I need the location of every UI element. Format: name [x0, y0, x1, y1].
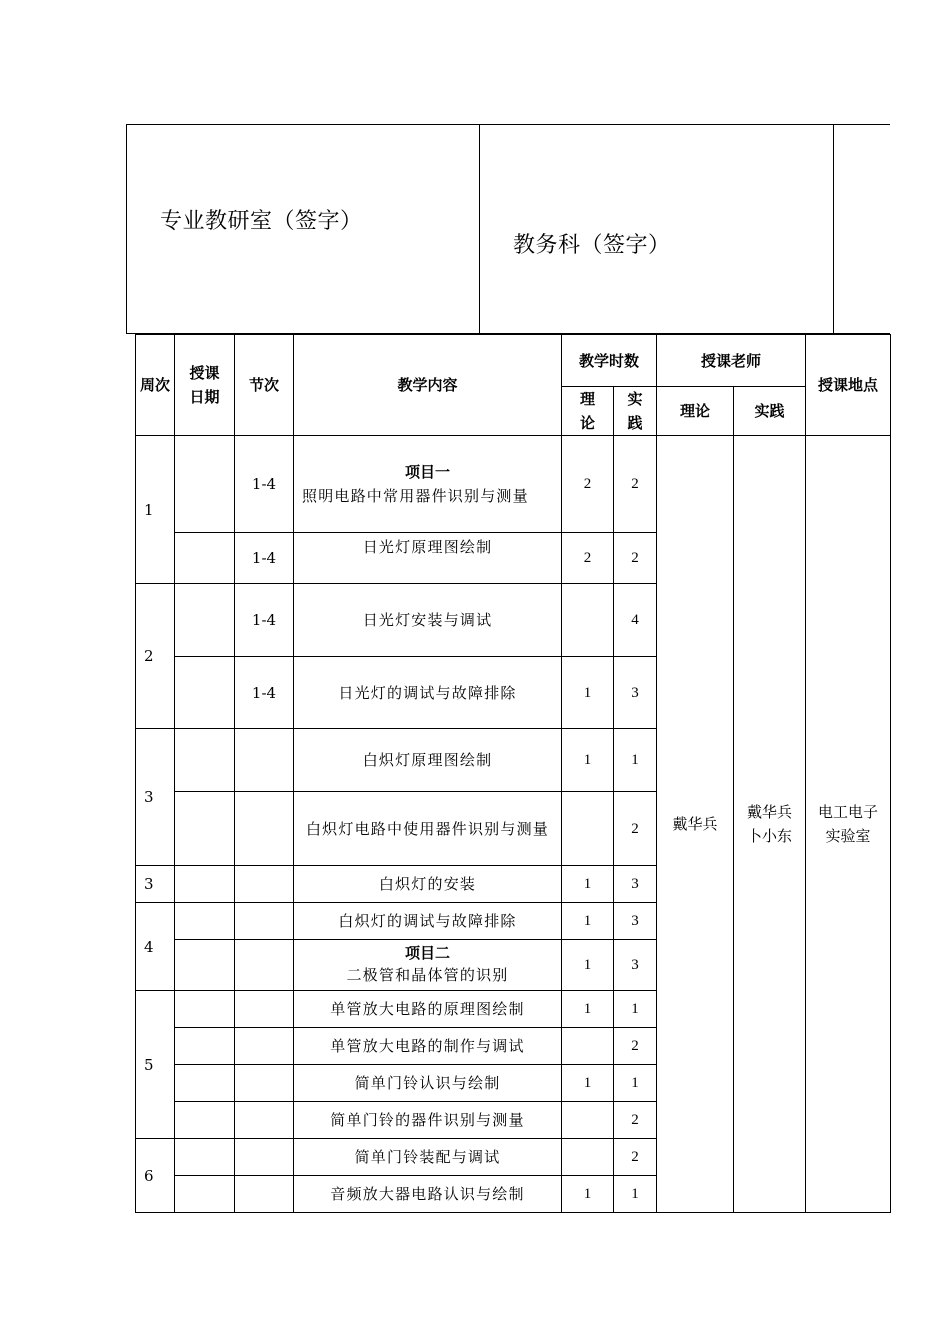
teacher-theory-cell: 戴华兵 — [657, 436, 734, 1213]
date-cell — [175, 866, 235, 903]
theory-hours — [562, 1102, 614, 1139]
theory-hours — [562, 1028, 614, 1065]
content-cell — [294, 940, 562, 991]
date-cell — [175, 1028, 235, 1065]
week-cell: 2 — [136, 584, 175, 729]
theory-hours — [562, 584, 614, 657]
date-cell — [175, 991, 235, 1028]
content-cell: 单管放大电路的原理图绘制 — [294, 991, 562, 1028]
theory-hours: 1 — [562, 1176, 614, 1213]
week-cell: 6 — [136, 1139, 175, 1213]
content-cell: 日光灯的调试与故障排除 — [294, 657, 562, 729]
dept-signature-label: 专业教研室（签字） — [160, 209, 363, 234]
theory-hours: 1 — [562, 657, 614, 729]
practice-hours: 2 — [614, 436, 657, 533]
theory-hours: 2 — [562, 436, 614, 533]
practice-hours: 1 — [614, 1176, 657, 1213]
section-cell — [235, 866, 294, 903]
section-cell: 1-4 — [235, 436, 294, 533]
sig-divider-1 — [479, 124, 480, 334]
signature-box — [126, 124, 890, 334]
section-cell: 1-4 — [235, 584, 294, 657]
practice-hours: 2 — [614, 1028, 657, 1065]
section-cell — [235, 1102, 294, 1139]
date-cell — [175, 584, 235, 657]
practice-hours: 2 — [614, 792, 657, 866]
week-cell: 5 — [136, 991, 175, 1139]
practice-hours: 3 — [614, 940, 657, 991]
theory-hours: 2 — [562, 533, 614, 584]
content-cell: 简单门铃装配与调试 — [294, 1139, 562, 1176]
date-cell — [175, 533, 235, 584]
header-hours-theory: 理论 — [562, 387, 614, 436]
theory-hours — [562, 1139, 614, 1176]
date-cell — [175, 436, 235, 533]
section-cell: 1-4 — [235, 657, 294, 729]
content-cell: 白炽灯原理图绘制 — [294, 729, 562, 792]
table-row — [136, 436, 891, 533]
header-content: 教学内容 — [294, 335, 562, 436]
theory-hours: 1 — [562, 903, 614, 940]
date-cell — [175, 940, 235, 991]
practice-hours: 1 — [614, 991, 657, 1028]
header-section: 节次 — [235, 335, 294, 436]
practice-hours: 2 — [614, 1139, 657, 1176]
practice-hours: 3 — [614, 903, 657, 940]
date-cell — [175, 903, 235, 940]
content-text: 二极管和晶体管的识别 — [346, 966, 509, 984]
practice-hours: 1 — [614, 729, 657, 792]
theory-hours — [562, 792, 614, 866]
theory-hours: 1 — [562, 940, 614, 991]
date-cell — [175, 1176, 235, 1213]
office-signature-label: 教务科（签字） — [513, 233, 671, 258]
sig-top-border — [126, 124, 890, 125]
header-hours: 教学时数 — [562, 335, 657, 387]
location-cell: 电工电子 实验室 — [806, 436, 891, 1213]
section-cell: 1-4 — [235, 533, 294, 584]
content-cell: 简单门铃认识与绘制 — [294, 1065, 562, 1102]
content-cell: 简单门铃的器件识别与测量 — [294, 1102, 562, 1139]
project-title: 项目二 — [404, 944, 450, 963]
date-cell — [175, 1102, 235, 1139]
header-week: 周次 — [136, 335, 175, 436]
content-cell — [294, 436, 562, 533]
section-cell — [235, 1176, 294, 1213]
schedule-table — [135, 334, 891, 1213]
week-cell: 4 — [136, 903, 175, 991]
content-cell: 白炽灯电路中使用器件识别与测量 — [294, 792, 562, 866]
date-cell — [175, 1139, 235, 1176]
header-row-1 — [136, 335, 891, 387]
week-cell: 3 — [136, 866, 175, 903]
section-cell — [235, 729, 294, 792]
content-cell: 音频放大器电路认识与绘制 — [294, 1176, 562, 1213]
week-cell: 1 — [136, 436, 175, 584]
section-cell — [235, 792, 294, 866]
content-text: 照明电路中常用器件识别与测量 — [302, 487, 529, 505]
theory-hours: 1 — [562, 991, 614, 1028]
theory-hours: 1 — [562, 729, 614, 792]
date-cell — [175, 792, 235, 866]
content-cell: 单管放大电路的制作与调试 — [294, 1028, 562, 1065]
section-cell — [235, 1028, 294, 1065]
theory-hours: 1 — [562, 866, 614, 903]
teacher-practice-cell: 戴华兵 卜小东 — [734, 436, 806, 1213]
week-cell: 3 — [136, 729, 175, 866]
theory-hours: 1 — [562, 1065, 614, 1102]
date-cell — [175, 657, 235, 729]
sig-left-border — [126, 124, 127, 334]
practice-hours: 3 — [614, 866, 657, 903]
practice-hours: 2 — [614, 1102, 657, 1139]
section-cell — [235, 940, 294, 991]
section-cell — [235, 991, 294, 1028]
content-cell: 日光灯安装与调试 — [294, 584, 562, 657]
content-cell: 白炽灯的调试与故障排除 — [294, 903, 562, 940]
date-cell — [175, 1065, 235, 1102]
section-cell — [235, 1065, 294, 1102]
section-cell — [235, 903, 294, 940]
practice-hours: 2 — [614, 533, 657, 584]
header-teacher-practice: 实践 — [734, 387, 806, 436]
header-date: 授课日期 — [175, 335, 235, 436]
practice-hours: 4 — [614, 584, 657, 657]
practice-hours: 3 — [614, 657, 657, 729]
header-location: 授课地点 — [806, 335, 891, 436]
content-cell: 白炽灯的安装 — [294, 866, 562, 903]
sig-divider-2 — [833, 124, 834, 334]
header-teacher-theory: 理论 — [657, 387, 734, 436]
header-teachers: 授课老师 — [657, 335, 806, 387]
section-cell — [235, 1139, 294, 1176]
practice-hours: 1 — [614, 1065, 657, 1102]
date-cell — [175, 729, 235, 792]
header-hours-practice: 实践 — [614, 387, 657, 436]
content-cell: 日光灯原理图绘制 — [294, 533, 562, 584]
project-title: 项目一 — [404, 463, 450, 481]
